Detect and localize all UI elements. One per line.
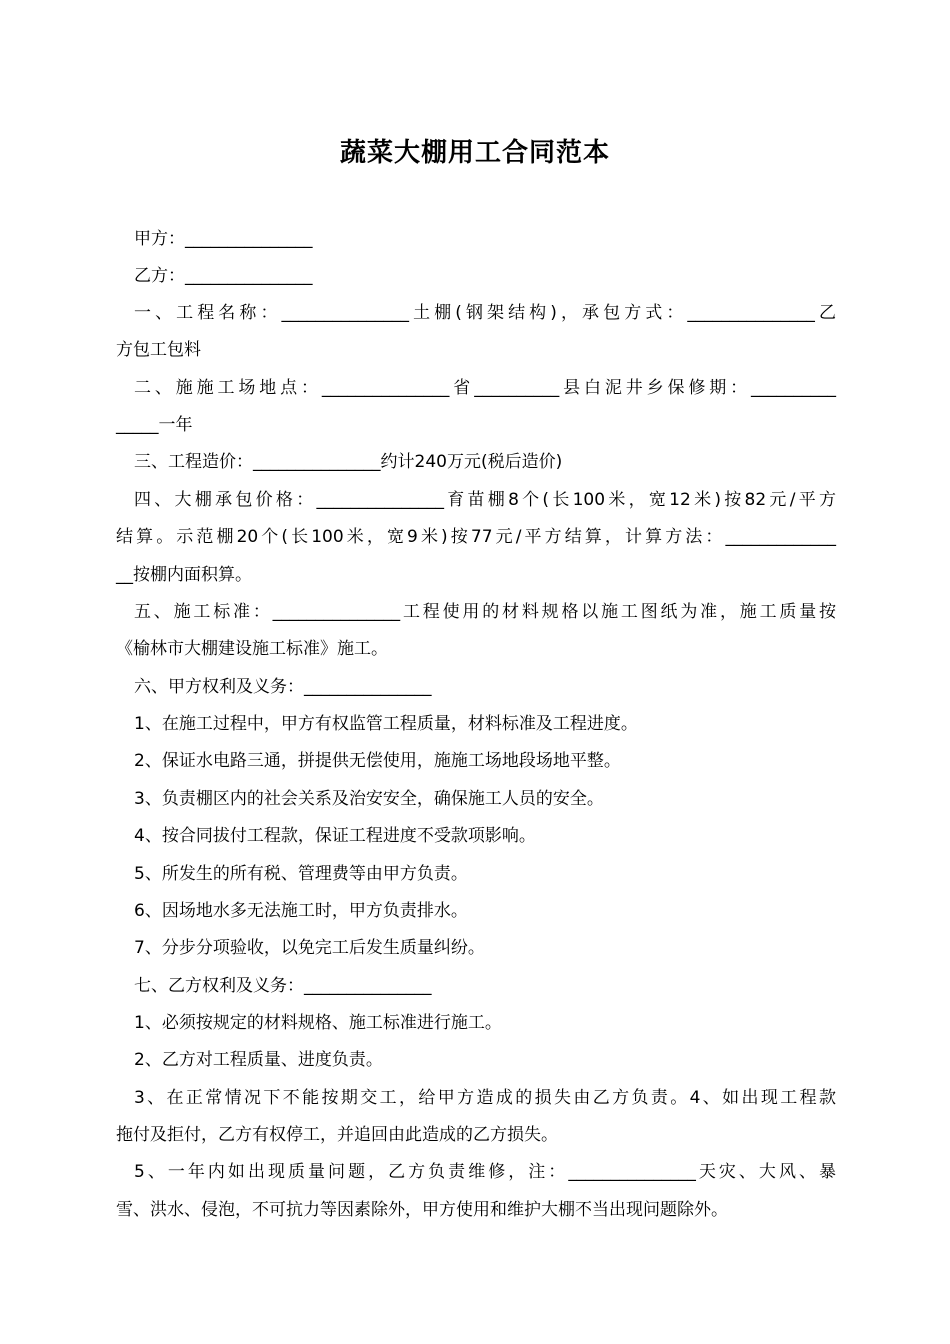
- clause-3-line: 三、工程造价：_______________约计240万元(税后造价): [134, 452, 563, 472]
- clause-6-item-1: 1、在施工过程中，甲方有权监管工程质量，材料标准及工程进度。: [134, 714, 638, 734]
- party-a-line: 甲方：_______________: [134, 229, 313, 249]
- page-title: 蔬菜大棚用工合同范本: [339, 138, 610, 168]
- clause-7-heading: 七、乙方权利及义务：_______________: [134, 976, 432, 996]
- clause-1-line-1: 一、工程名称：_______________土棚(钢架结构)，承包方式：_______________乙: [134, 303, 836, 323]
- clause-4-line-1: 四、大棚承包价格：_______________育苗棚8个(长100米，宽12米)按82元/平方: [134, 490, 836, 510]
- clause-6-item-7: 7、分步分项验收，以免完工后发生质量纠纷。: [134, 938, 485, 958]
- clause-7-item-3-line-1: 3、在正常情况下不能按期交工，给甲方造成的损失由乙方负责。4、如出现工程款: [134, 1088, 836, 1108]
- clause-7-item-5-line-2: 雪、洪水、侵泡，不可抗力等因素除外，甲方使用和维护大棚不当出现问题除外。: [116, 1200, 728, 1220]
- clause-2-line-1: 二、施施工场地点：_______________省__________县白泥井乡保修期：__________: [134, 378, 836, 398]
- clause-7-item-1: 1、必须按规定的材料规格、施工标准进行施工。: [134, 1013, 502, 1033]
- clause-6-item-5: 5、所发生的所有税、管理费等由甲方负责。: [134, 864, 468, 884]
- clause-7-item-2: 2、乙方对工程质量、进度负责。: [134, 1050, 383, 1070]
- clause-6-heading: 六、甲方权利及义务：_______________: [134, 677, 432, 697]
- clause-6-item-3: 3、负责棚区内的社会关系及治安安全，确保施工人员的安全。: [134, 789, 604, 809]
- clause-5-line-1: 五、施工标准：_______________工程使用的材料规格以施工图纸为准，施工质量按: [134, 602, 836, 622]
- clause-1-line-2: 方包工包料: [116, 340, 201, 360]
- clause-6-item-6: 6、因场地水多无法施工时，甲方负责排水。: [134, 901, 468, 921]
- clause-7-item-5-line-1: 5、一年内如出现质量问题，乙方负责维修，注：_______________天灾、大风、暴: [134, 1162, 836, 1182]
- clause-2-line-2: _____一年: [116, 415, 193, 435]
- clause-4-line-2: 结算。示范棚20个(长100米，宽9米)按77元/平方结算，计算方法：_____________: [116, 527, 836, 547]
- party-b-line: 乙方：_______________: [134, 266, 313, 286]
- clause-7-item-3-line-2: 拖付及拒付，乙方有权停工，并追回由此造成的乙方损失。: [116, 1125, 558, 1145]
- clause-5-line-2: 《榆林市大棚建设施工标准》施工。: [116, 639, 388, 659]
- clause-6-item-4: 4、按合同拔付工程款，保证工程进度不受款项影响。: [134, 826, 536, 846]
- clause-6-item-2: 2、保证水电路三通，拼提供无偿使用，施施工场地段场地平整。: [134, 751, 621, 771]
- clause-4-line-3: __按棚内面积算。: [116, 565, 252, 585]
